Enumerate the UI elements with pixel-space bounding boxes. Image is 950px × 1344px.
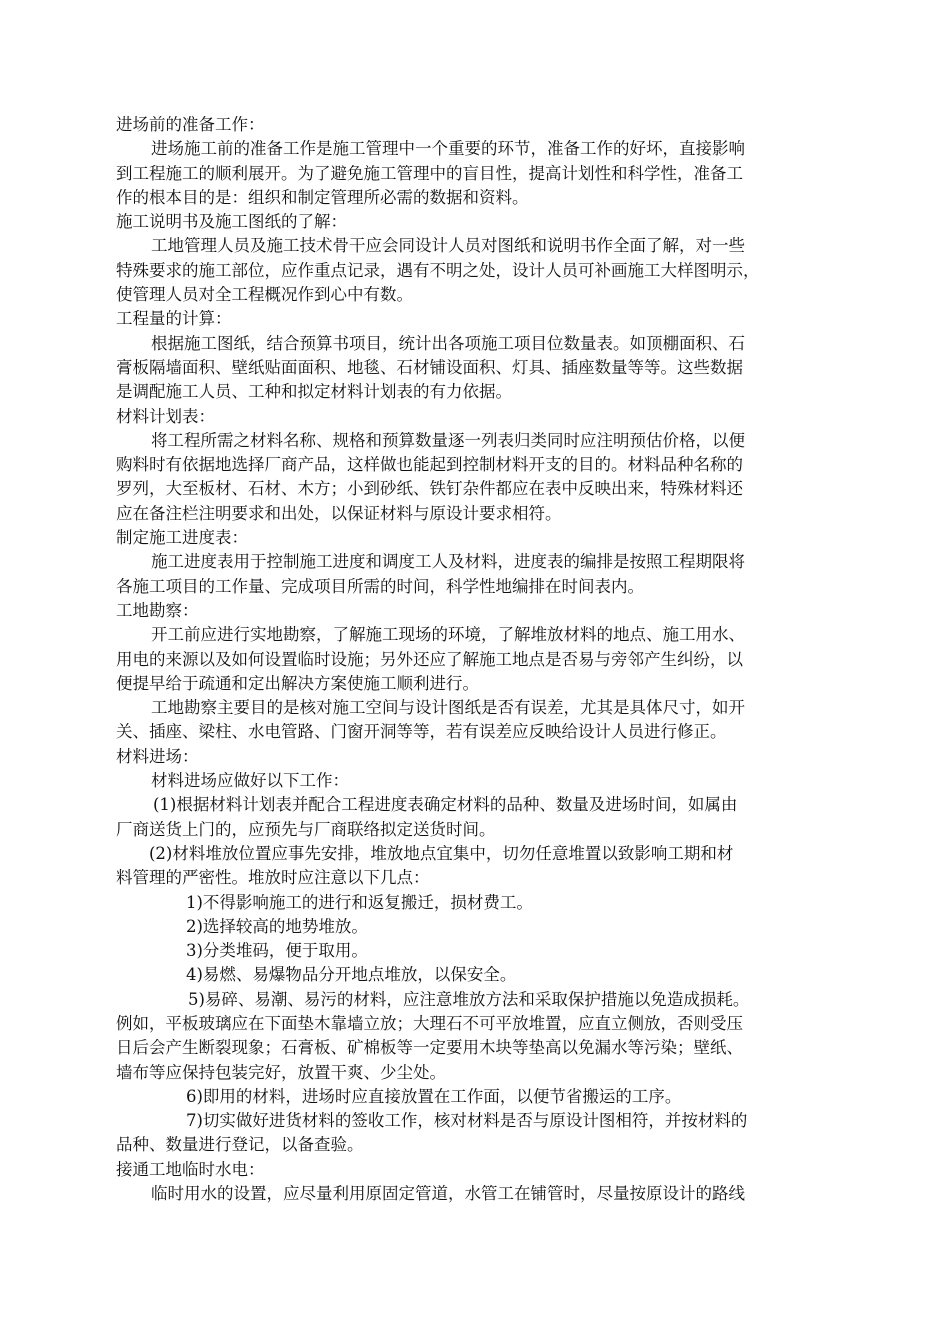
text-line: 7)切实做好进货材料的签收工作，核对材料是否与原设计图相符，并按材料的 xyxy=(186,1111,748,1131)
text-line: 5)易碎、易潮、易污的材料，应注意堆放方法和采取保护措施以免造成损耗。 xyxy=(188,989,750,1009)
text-line: 膏板隔墙面积、壁纸贴面面积、地毯、石材铺设面积、灯具、插座数量等等。这些数据 xyxy=(116,357,743,377)
text-line: (2)材料堆放位置应事先安排，堆放地点宜集中，切勿任意堆置以致影响工期和材 xyxy=(149,843,734,863)
text-line: 进场施工前的准备工作是施工管理中一个重要的环节，准备工作的好坏，直接影响 xyxy=(151,139,745,159)
text-line: 进场前的准备工作： xyxy=(116,115,265,134)
text-line: 料管理的严密性。堆放时应注意以下几点： xyxy=(116,868,430,888)
text-line: 使管理人员对全工程概况作到心中有数。 xyxy=(116,285,413,305)
text-line: 关、插座、梁柱、水电管路、门窗开洞等等，若有误差应反映给设计人员进行修正。 xyxy=(116,722,727,742)
text-line: 厂商送货上门的，应预先与厂商联络拟定送货时间。 xyxy=(116,819,496,839)
text-line: (1)根据材料计划表并配合工程进度表确定材料的品种、数量及进场时间，如属由 xyxy=(153,795,738,815)
text-line: 便提早给于疏通和定出解决方案使施工顺利进行。 xyxy=(116,673,479,693)
text-line: 作的根本目的是：组织和制定管理所必需的数据和资料。 xyxy=(116,187,529,207)
text-line: 到工程施工的顺利展开。为了避免施工管理中的盲目性，提高计划性和科学性，准备工 xyxy=(116,163,743,183)
text-line: 各施工项目的工作量、完成项目所需的时间，科学性地编排在时间表内。 xyxy=(116,576,644,596)
text-line: 特殊要求的施工部位，应作重点记录，遇有不明之处，设计人员可补画施工大样图明示， xyxy=(116,260,760,280)
text-line: 将工程所需之材料名称、规格和预算数量逐一列表归类同时应注明预估价格，以便 xyxy=(151,430,745,450)
text-line: 工地勘察： xyxy=(116,600,199,620)
text-line: 临时用水的设置，应尽量利用原固定管道，水管工在铺管时，尽量按原设计的路线 xyxy=(151,1184,745,1204)
text-line: 工程量的计算： xyxy=(116,309,232,329)
document-body xyxy=(116,113,846,1206)
text-line: 墙布等应保持包装完好，放置干爽、少尘处。 xyxy=(116,1062,446,1082)
text-line: 工地管理人员及施工技术骨干应会同设计人员对图纸和说明书作全面了解，对一些 xyxy=(151,236,745,256)
text-line: 例如，平板玻璃应在下面垫木靠墙立放；大理石不可平放堆置，应直立侧放，否则受压 xyxy=(116,1013,743,1033)
text-line: 2)选择较高的地势堆放。 xyxy=(186,916,368,936)
text-line: 开工前应进行实地勘察，了解施工现场的环境，了解堆放材料的地点、施工用水、 xyxy=(151,625,745,645)
text-line: 接通工地临时水电： xyxy=(116,1159,265,1179)
text-line: 根据施工图纸，结合预算书项目，统计出各项施工项目位数量表。如顶棚面积、石 xyxy=(151,333,745,353)
text-line: 应在备注栏注明要求和出处，以保证材料与原设计要求相符。 xyxy=(116,503,562,523)
text-line: 3)分类堆码，便于取用。 xyxy=(186,941,368,961)
text-line: 品种、数量进行登记，以备查验。 xyxy=(116,1135,364,1155)
text-line: 6)即用的材料，进场时应直接放置在工作面，以便节省搬运的工序。 xyxy=(186,1086,682,1106)
text-line: 制定施工进度表： xyxy=(116,528,248,548)
text-line: 是调配施工人员、工种和拟定材料计划表的有力依据。 xyxy=(116,382,512,402)
text-line: 材料进场： xyxy=(116,746,199,766)
text-line: 施工说明书及施工图纸的了解： xyxy=(116,212,347,232)
text-line: 日后会产生断裂现象；石膏板、矿棉板等一定要用木块等垫高以免漏水等污染；壁纸、 xyxy=(116,1038,743,1058)
text-line: 4)易燃、易爆物品分开地点堆放，以保安全。 xyxy=(186,965,517,985)
text-line: 用电的来源以及如何设置临时设施；另外还应了解施工地点是否易与旁邻产生纠纷，以 xyxy=(116,649,743,669)
text-line: 材料计划表： xyxy=(116,406,215,426)
text-line: 工地勘察主要目的是核对施工空间与设计图纸是否有误差，尤其是具体尺寸，如开 xyxy=(151,698,745,718)
text-line: 材料进场应做好以下工作： xyxy=(151,771,349,791)
text-line: 购料时有依据地选择厂商产品，这样做也能起到控制材料开支的目的。材料品种名称的 xyxy=(116,455,743,475)
text-line: 1)不得影响施工的进行和返复搬迁，损材费工。 xyxy=(186,892,533,912)
text-line: 施工进度表用于控制施工进度和调度工人及材料，进度表的编排是按照工程期限将 xyxy=(151,552,745,572)
text-line: 罗列，大至板材、石材、木方；小到砂纸、铁钉杂件都应在表中反映出来，特殊材料还 xyxy=(116,479,743,499)
